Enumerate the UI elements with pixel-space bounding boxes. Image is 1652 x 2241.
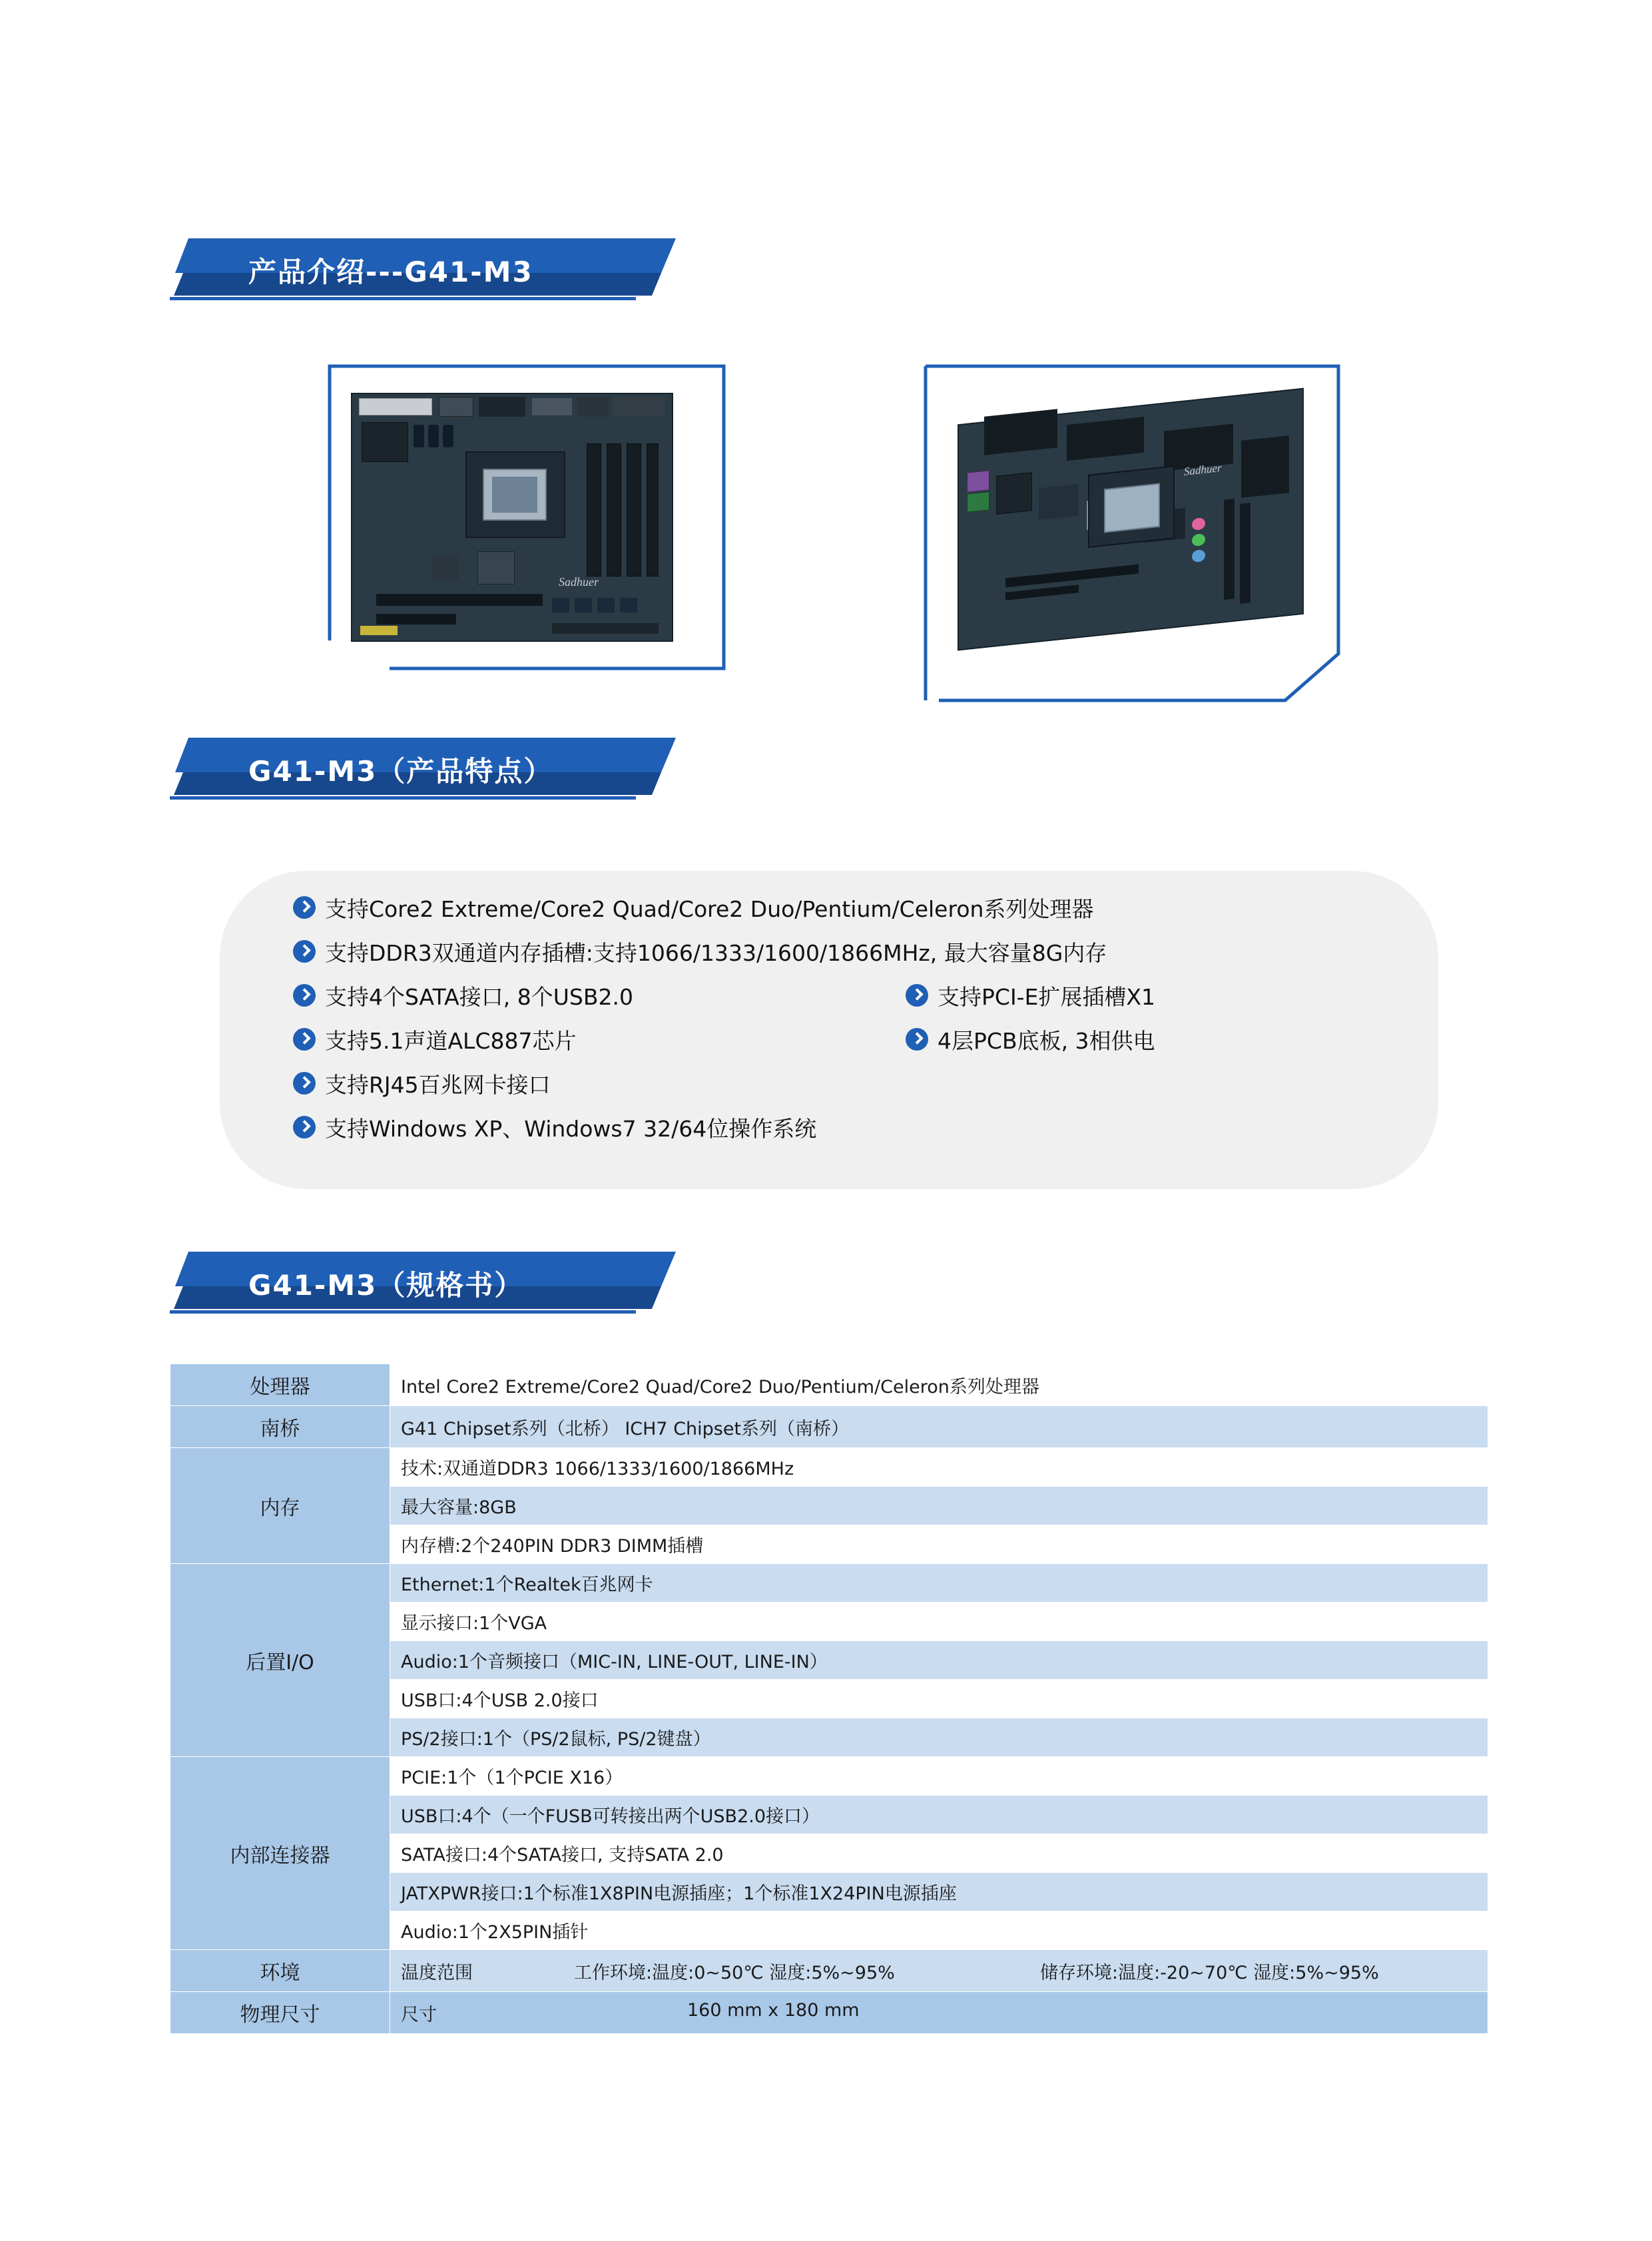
spec-value: 内存槽:2个240PIN DDR3 DIMM插槽	[390, 1525, 1488, 1564]
spec-label: 环境	[170, 1950, 390, 1992]
spec-value: Intel Core2 Extreme/Core2 Quad/Core2 Duo/Pentium/Celeron系列处理器	[390, 1364, 1488, 1406]
spec-label: 处理器	[170, 1364, 390, 1406]
spec-value: USB口:4个USB 2.0接口	[390, 1680, 1488, 1718]
spec-value: 最大容量:8GB	[390, 1487, 1488, 1525]
spec-value: Audio:1个2X5PIN插针	[390, 1911, 1488, 1950]
feature-text: 支持5.1声道ALC887芯片	[325, 1028, 577, 1054]
table-row-environment	[170, 1950, 1488, 1992]
feature-item	[293, 980, 633, 1011]
spec-label: 南桥	[170, 1406, 390, 1448]
spec-label: 后置I/O	[170, 1564, 390, 1757]
spec-value: PCIE:1个（1个PCIE X16）	[390, 1757, 1488, 1796]
table-row	[170, 1364, 1488, 1406]
spec-value: Ethernet:1个Realtek百兆网卡	[390, 1564, 1488, 1603]
check-circle-icon	[906, 984, 928, 1007]
spec-value: PS/2接口:1个（PS/2鼠标, PS/2键盘）	[390, 1718, 1488, 1757]
feature-text: 支持DDR3双通道内存插槽:支持1066/1333/1600/1866MHz, 最大容量8G内存	[325, 940, 1107, 966]
spec-value-dimension	[390, 1992, 1488, 2034]
check-circle-icon	[293, 940, 316, 963]
spec-value: Audio:1个音频接口（MIC-IN, LINE-OUT, LINE-IN）	[390, 1641, 1488, 1680]
dim-value: 160 mm x 180 mm	[687, 1999, 860, 2021]
table-row	[170, 1564, 1488, 1603]
section-banner-features	[170, 738, 676, 802]
features-panel	[220, 871, 1438, 1189]
feature-item	[293, 1112, 816, 1143]
spec-value: 技术:双通道DDR3 1066/1333/1600/1866MHz	[390, 1448, 1488, 1487]
feature-item	[293, 1024, 576, 1055]
spec-label: 物理尺寸	[170, 1992, 390, 2034]
section-title-intro: 产品介绍---G41-M3	[248, 256, 533, 288]
feature-item	[293, 1068, 551, 1099]
table-row-dimension	[170, 1992, 1488, 2034]
env-storage: 储存环境:温度:-20~70℃ 湿度:5%~95%	[1040, 1962, 1379, 1983]
section-title-features: G41-M3（产品特点）	[248, 755, 553, 788]
feature-item	[906, 980, 1155, 1011]
feature-item	[293, 936, 1107, 967]
spec-label: 内部连接器	[170, 1757, 390, 1950]
spec-value: 显示接口:1个VGA	[390, 1603, 1488, 1641]
section-banner-intro	[170, 238, 676, 302]
spec-value-environment	[390, 1950, 1488, 1992]
check-circle-icon	[293, 1072, 316, 1095]
env-working: 工作环境:温度:0~50℃ 湿度:5%~95%	[574, 1962, 895, 1983]
product-photo-right	[912, 361, 1352, 707]
spec-value: JATXPWR接口:1个标准1X8PIN电源插座；1个标准1X24PIN电源插座	[390, 1873, 1488, 1911]
check-circle-icon	[906, 1028, 928, 1051]
feature-text: 支持Windows XP、Windows7 32/64位操作系统	[325, 1116, 817, 1142]
spec-value: SATA接口:4个SATA接口, 支持SATA 2.0	[390, 1834, 1488, 1873]
feature-text: 支持Core2 Extreme/Core2 Quad/Core2 Duo/Pentium/Celeron系列处理器	[325, 896, 1094, 922]
section-banner-spec	[170, 1252, 676, 1316]
check-circle-icon	[293, 1116, 316, 1138]
feature-text: 4层PCB底板, 3相供电	[938, 1028, 1155, 1054]
section-title-spec: G41-M3（规格书）	[248, 1269, 524, 1302]
check-circle-icon	[293, 896, 316, 919]
brand-text-angled: Sadhuer	[1184, 461, 1222, 478]
check-circle-icon	[293, 1028, 316, 1051]
spec-value: G41 Chipset系列（北桥） ICH7 Chipset系列（南桥）	[390, 1406, 1488, 1448]
feature-item	[906, 1024, 1155, 1055]
motherboard-image-angled	[944, 386, 1317, 666]
brand-text-front: Sadhuer	[559, 575, 599, 589]
table-row	[170, 1406, 1488, 1448]
feature-text: 支持4个SATA接口, 8个USB2.0	[325, 984, 633, 1010]
feature-item	[293, 892, 1093, 923]
table-row	[170, 1757, 1488, 1796]
spec-label: 内存	[170, 1448, 390, 1564]
product-photo-left	[303, 361, 729, 674]
env-name: 温度范围	[401, 1962, 473, 1983]
check-circle-icon	[293, 984, 316, 1007]
spec-table	[170, 1364, 1488, 2034]
table-row	[170, 1448, 1488, 1487]
dim-name: 尺寸	[401, 2004, 437, 2025]
feature-text: 支持PCI-E扩展插槽X1	[938, 984, 1156, 1010]
motherboard-image-front	[351, 393, 673, 642]
spec-value: USB口:4个（一个FUSB可转接出两个USB2.0接口）	[390, 1796, 1488, 1834]
feature-text: 支持RJ45百兆网卡接口	[325, 1072, 551, 1098]
